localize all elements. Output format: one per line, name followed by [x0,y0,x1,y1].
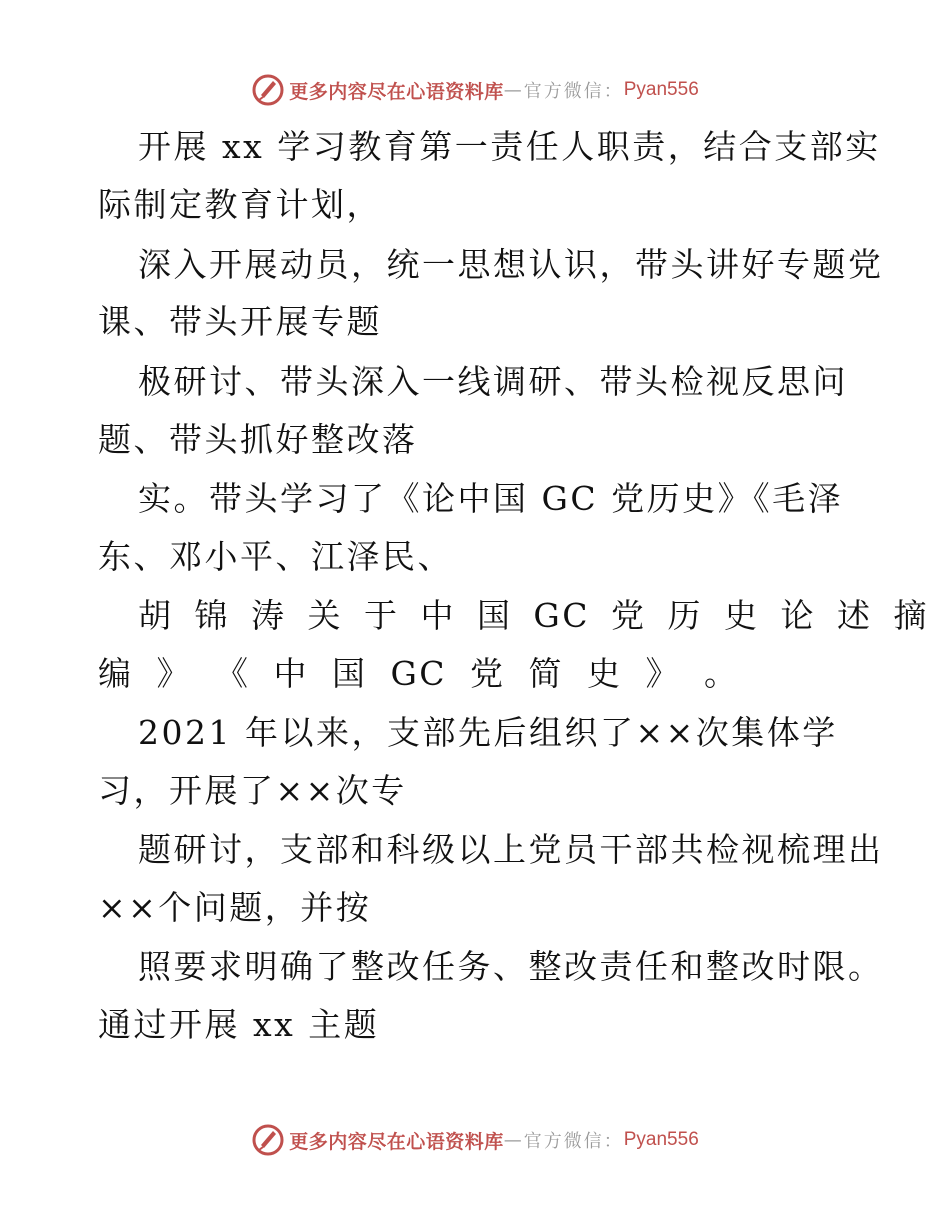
paragraph-line: 课、带头开展专题 [98,302,382,341]
paragraph-line: 际制定教育计划， [98,185,382,224]
banner-site-text: 更多内容尽在心语资料库 [289,80,504,103]
paragraph-line: 东、邓小平、江泽民、 [98,537,453,576]
header-watermark [0,70,950,110]
paragraph-line: ××个问题，并按 [98,888,372,927]
paragraph-line: 通过开展 xx 主题 [98,1005,380,1044]
banner-dash: — [503,79,524,101]
paragraph-line: 编 》 《 中 国 GC 党 简 史 》 。 [98,654,740,693]
paragraph-line: 题、带头抓好整改落 [98,420,418,459]
paragraph-line: 2021 年以来，支部先后组织了××次集体学 [138,713,838,752]
paragraph-line: 实。带头学习了《论中国 GC 党历史》《毛泽 [138,479,844,518]
paragraph-line: 开展 xx 学习教育第一责任人职责，结合支部实 [138,127,881,166]
banner-wechat-id: Pyan556 [623,79,699,100]
banner-site-text: 更多内容尽在心语资料库 [289,1130,504,1153]
banner-dash: — [503,1129,524,1151]
logo-icon [251,73,285,107]
logo-icon [251,1123,285,1157]
banner-contact-text: 官方微信： [523,81,624,102]
paragraph-line: 胡 锦 涛 关 于 中 国 GC 党 历 史 论 述 摘 [138,596,929,635]
banner-contact-text: 官方微信： [523,1131,624,1152]
paragraph-line: 深入开展动员，统一思想认识，带头讲好专题党 [138,245,884,284]
paragraph-line: 习，开展了××次专 [98,771,407,810]
paragraph-line: 照要求明确了整改任务、整改责任和整改时限。 [138,947,884,986]
banner-wechat-id: Pyan556 [623,1129,699,1150]
footer-watermark [0,1120,950,1160]
paragraph-line: 题研讨，支部和科级以上党员干部共检视梳理出 [138,830,884,869]
paragraph-line: 极研讨、带头深入一线调研、带头检视反思问 [138,362,848,401]
